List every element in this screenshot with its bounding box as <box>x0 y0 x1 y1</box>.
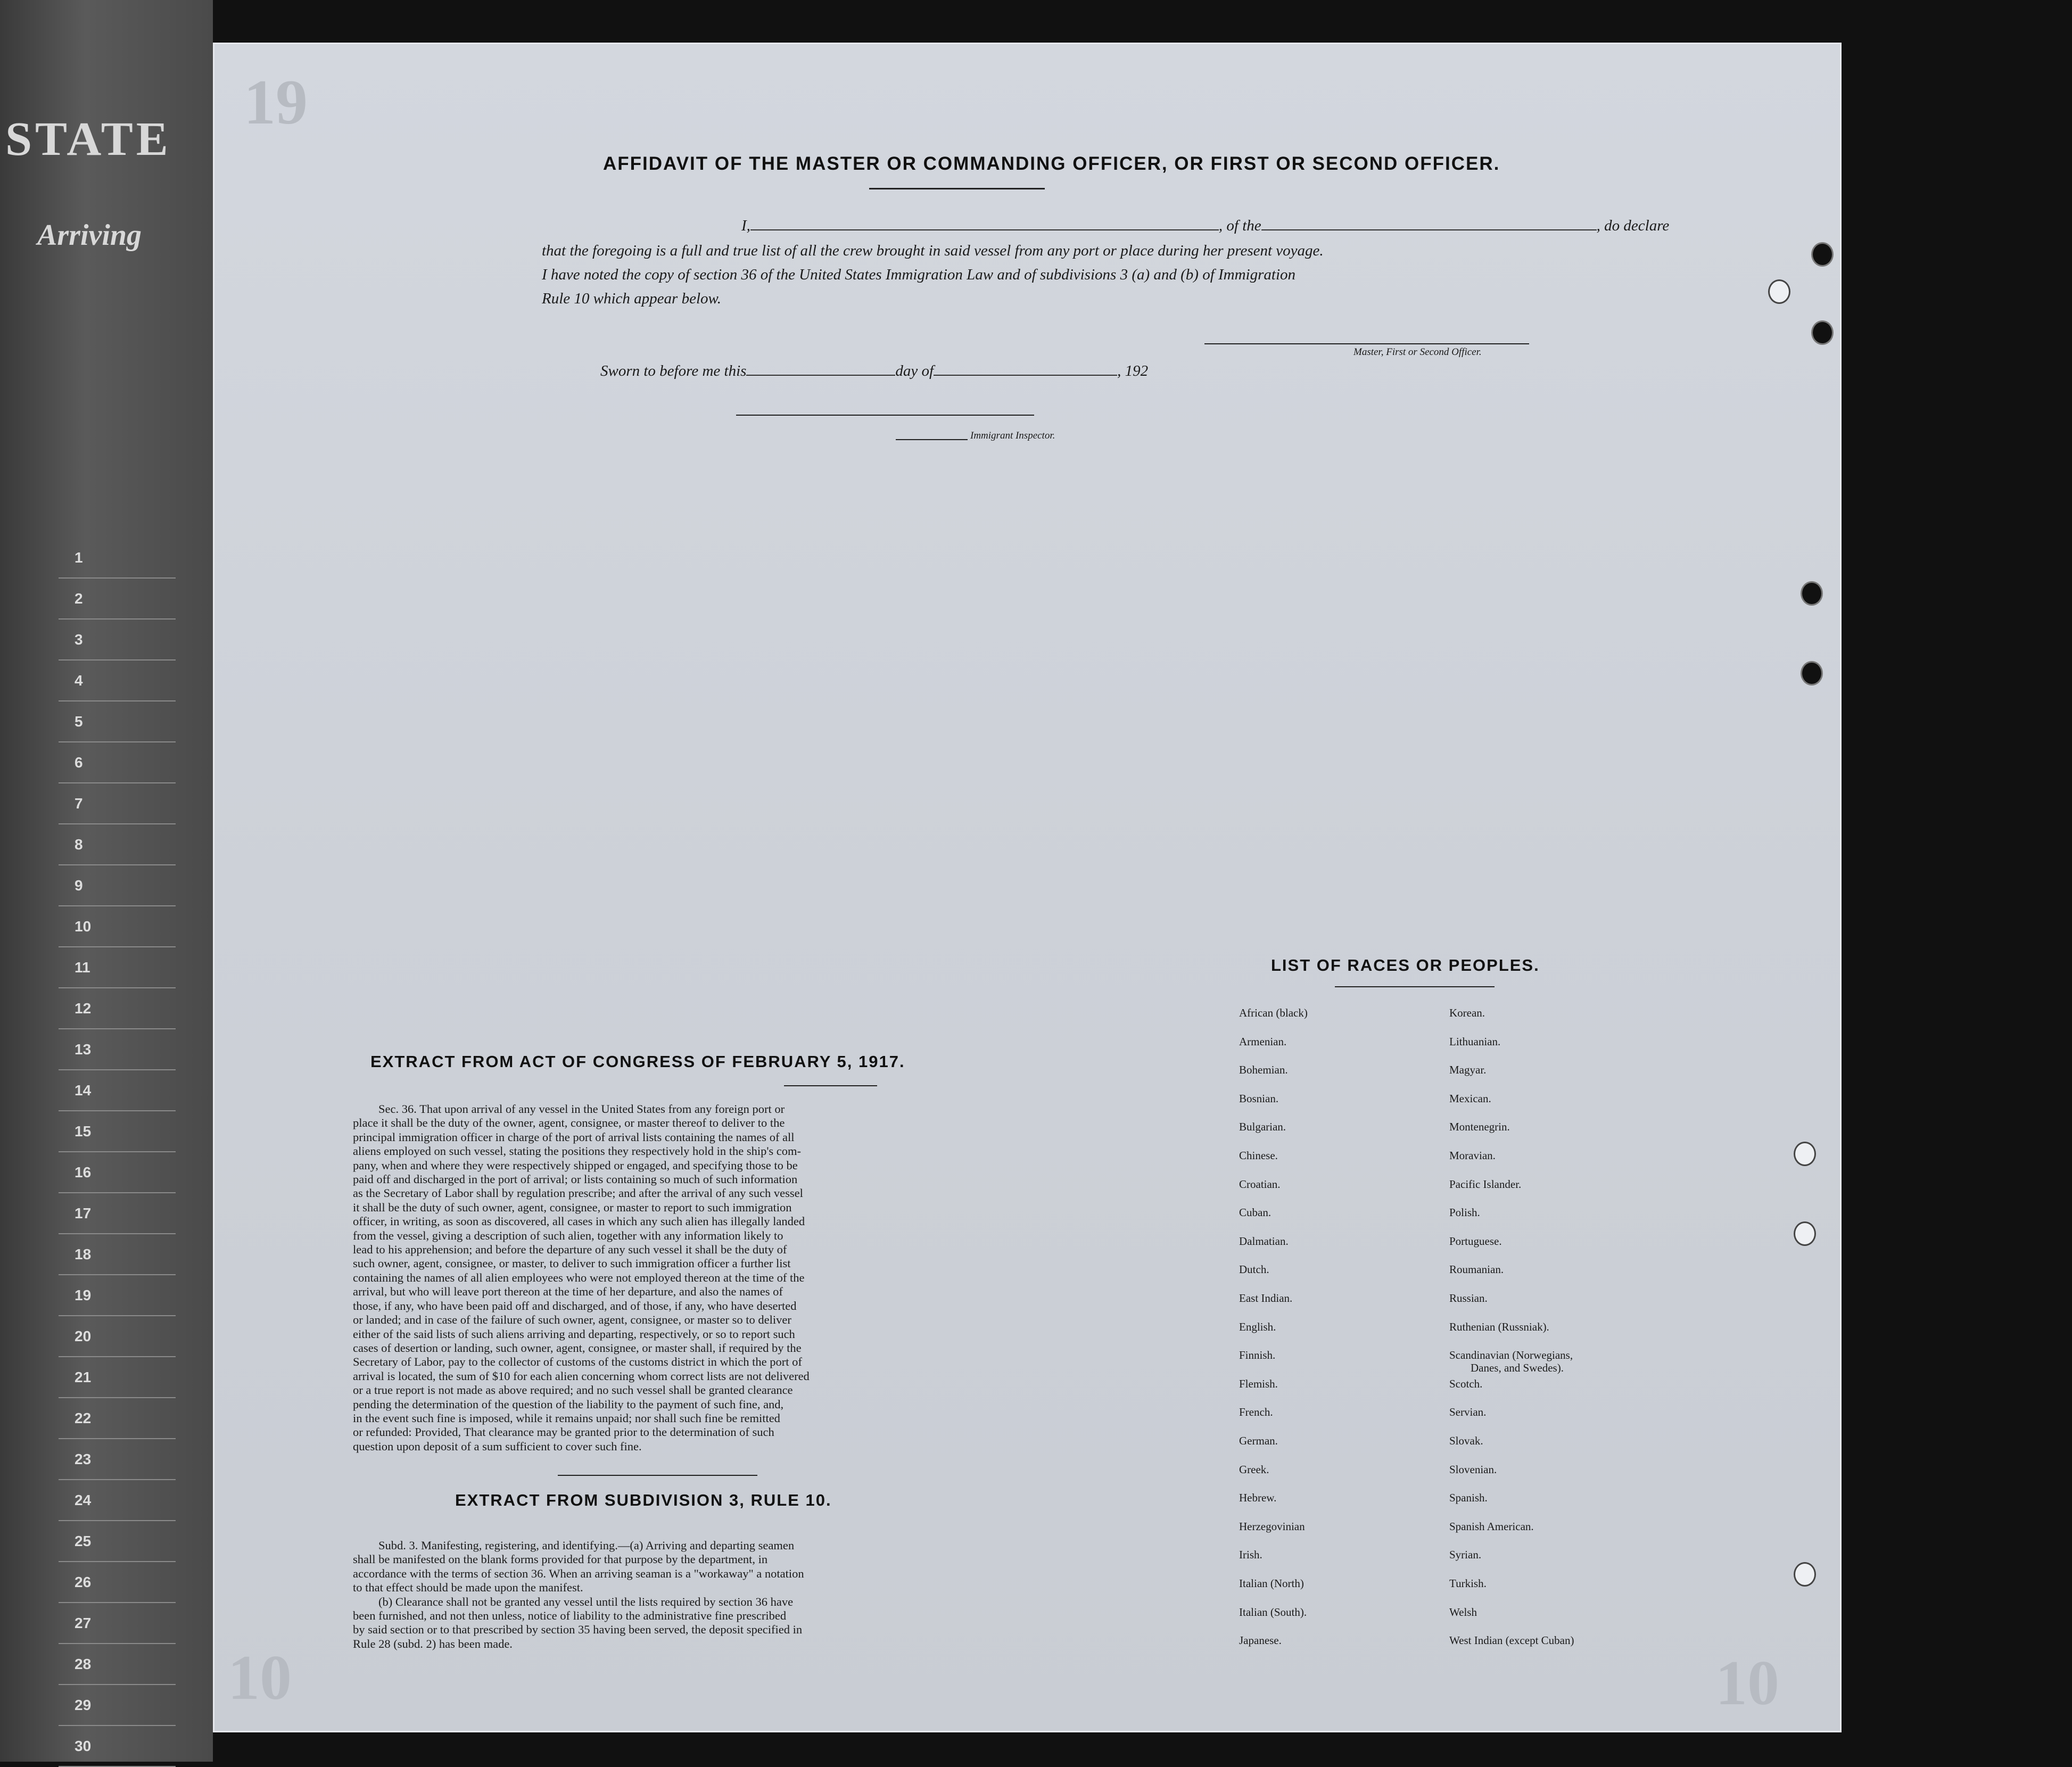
binder-hole <box>1801 661 1823 686</box>
affidavit-line-2: that the foregoing is a full and true list of all the crew brought in said vessel from any port or place during her present voyage. <box>542 242 1324 259</box>
race-item: Magyar. <box>1449 1063 1487 1077</box>
race-item: Spanish American. <box>1449 1520 1534 1533</box>
race-item: Servian. <box>1449 1406 1487 1419</box>
background-row-number: 13 <box>59 1029 176 1070</box>
background-row-number: 23 <box>59 1439 176 1480</box>
affidavit-of-the-label: , of the <box>1218 217 1261 234</box>
race-item: Danes, and Swedes). <box>1471 1361 1564 1375</box>
act-text-line: aliens employed on such vessel, stating the positions they respectively hold in the ship's com- <box>353 1144 802 1158</box>
background-row-number: 28 <box>59 1644 176 1685</box>
act-text-line: place it shall be the duty of the owner, agent, consignee, or master thereof to deliver to the <box>353 1116 785 1130</box>
race-item: English. <box>1239 1320 1276 1333</box>
inspector-label: Immigrant Inspector. <box>970 430 1055 441</box>
affidavit-declare-label: , do declare <box>1596 217 1670 234</box>
background-sheet-header: STATE <box>5 113 171 166</box>
binder-hole <box>1811 242 1834 267</box>
binder-hole <box>1794 1562 1816 1587</box>
sworn-day-blank[interactable] <box>746 374 895 376</box>
background-row-number: 20 <box>59 1316 176 1357</box>
vessel-blank[interactable] <box>1261 229 1597 230</box>
act-text-line: pany, when and where they were respectively shipped or engaged, and specifying those to be <box>353 1158 798 1172</box>
background-row-number: 5 <box>59 701 176 742</box>
background-row-number: 10 <box>59 906 176 947</box>
act-text-line: in the event such fine is imposed, while it remains unpaid; nor shall such fine be remitted <box>353 1411 780 1425</box>
binder-hole <box>1768 279 1790 304</box>
watermark-top-left: 19 <box>244 67 308 137</box>
sworn-year-label: , 192 <box>1117 362 1149 379</box>
rule-text-line: by said section or to that prescribed by section 35 having been served, the deposit specified in <box>353 1623 803 1637</box>
race-item: Hebrew. <box>1239 1491 1277 1505</box>
act-text-line: paid off and discharged in the port of arrival; or lists containing so much of such information <box>353 1173 798 1186</box>
background-sheet <box>0 0 213 1762</box>
background-row-number: 6 <box>59 742 176 783</box>
race-item: Chinese. <box>1239 1149 1278 1162</box>
race-item: Ruthenian (Russniak). <box>1449 1320 1549 1333</box>
race-item: Mexican. <box>1449 1092 1491 1105</box>
race-item: Greek. <box>1239 1463 1269 1476</box>
race-item: Moravian. <box>1449 1149 1496 1162</box>
act-text-line: or a true report is not made as above required; and no such vessel shall be granted clearance <box>353 1383 793 1397</box>
affidavit-line-4: Rule 10 which appear below. <box>542 290 721 307</box>
background-row-number: 4 <box>59 660 176 701</box>
race-item: Irish. <box>1239 1548 1262 1562</box>
act-text-line: such owner, agent, consignee, or master, to deliver to such immigration officer a further list <box>353 1257 791 1270</box>
background-row-number: 15 <box>59 1111 176 1152</box>
act-text-line: or refunded: Provided, That clearance may be granted prior to the determination of such <box>353 1425 774 1439</box>
act-text-line: arrival is located, the sum of $10 for each alien concerning whom correct lists are not delivered <box>353 1369 810 1383</box>
background-row-number: 17 <box>59 1193 176 1234</box>
background-row-number: 21 <box>59 1357 176 1398</box>
affidavit-title: AFFIDAVIT OF THE MASTER OR COMMANDING OFFICER, OR FIRST OR SECOND OFFICER. <box>603 153 1500 174</box>
background-row-number: 11 <box>59 947 176 988</box>
rule-text-line: (b) Clearance shall not be granted any vessel until the lists required by section 36 have <box>378 1595 794 1608</box>
race-item: French. <box>1239 1406 1273 1419</box>
act-text-line: Sec. 36. That upon arrival of any vessel in the United States from any foreign port or <box>378 1102 785 1116</box>
rule-text-line: been furnished, and not then unless, notice of liability to the administrative fine prescribed <box>353 1609 787 1623</box>
background-row-number: 2 <box>59 579 176 620</box>
race-item: Lithuanian. <box>1449 1035 1501 1048</box>
background-row-number: 8 <box>59 824 176 865</box>
background-row-number: 9 <box>59 865 176 906</box>
race-item: Pacific Islander. <box>1449 1177 1522 1191</box>
affidavit-i-label: I, <box>741 217 750 234</box>
rule-text-line: Subd. 3. Manifesting, registering, and identifying.—(a) Arriving and departing seamen <box>378 1539 795 1552</box>
race-item: Portuguese. <box>1449 1234 1502 1248</box>
race-item: Cuban. <box>1239 1206 1272 1219</box>
background-row-number: 1 <box>59 538 176 579</box>
background-row-number: 24 <box>59 1480 176 1521</box>
race-item: Bosnian. <box>1239 1092 1279 1105</box>
race-item: Spanish. <box>1449 1491 1488 1505</box>
act-text-line: officer, in writing, as soon as discovered, all cases in which any such alien has illegally landed <box>353 1215 805 1228</box>
rule-text-line: accordance with the terms of section 36. When an arriving seaman is a "workaway" a notation <box>353 1566 804 1580</box>
act-text-line: it shall be the duty of such owner, agent, consignee, or master to report to such immigration <box>353 1200 792 1214</box>
background-row-number: 27 <box>59 1603 176 1644</box>
race-item: Scotch. <box>1449 1377 1483 1390</box>
race-item: Dutch. <box>1239 1263 1269 1276</box>
race-item: Italian (South). <box>1239 1605 1307 1619</box>
act-text-line: question upon deposit of a sum sufficient to cover such fine. <box>353 1439 642 1453</box>
race-item: Polish. <box>1449 1206 1480 1219</box>
master-signature-line[interactable] <box>1204 343 1529 344</box>
binder-hole <box>1801 581 1823 606</box>
rule-text-line: to that effect should be made upon the manifest. <box>353 1581 583 1595</box>
act-text-line: containing the names of all alien employees who were not employed thereon at the time of the <box>353 1270 805 1284</box>
race-item: German. <box>1239 1434 1278 1447</box>
rule-text-line: Rule 28 (subd. 2) has been made. <box>353 1637 513 1650</box>
race-item: East Indian. <box>1239 1292 1293 1304</box>
race-item: Turkish. <box>1449 1577 1487 1590</box>
rule-text-line: shall be manifested on the blank forms provided for that purpose by the department, in <box>353 1553 768 1566</box>
background-row-number: 22 <box>59 1398 176 1439</box>
race-item: Russian. <box>1449 1292 1488 1304</box>
act-text-line: Secretary of Labor, pay to the collector of customs of the customs district in which the port of <box>353 1355 802 1369</box>
sworn-month-blank[interactable] <box>934 374 1117 376</box>
master-signature-label: Master, First or Second Officer. <box>1353 346 1482 358</box>
race-item: Montenegrin. <box>1449 1120 1510 1134</box>
sworn-day-label: day of <box>895 362 934 379</box>
background-row-number: 14 <box>59 1070 176 1111</box>
act-text-line: or landed; and in case of the failure of such owner, agent, consignee, or master so to deliver <box>353 1313 791 1327</box>
background-sheet-row-numbers <box>59 538 176 1767</box>
affidavit-page <box>213 43 1842 1732</box>
act-extract-title: EXTRACT FROM ACT OF CONGRESS OF FEBRUARY 5, 1917. <box>370 1052 905 1071</box>
act-text-line: from the vessel, giving a description of such alien, together with any information likely to <box>353 1228 783 1242</box>
race-item: African (black) <box>1239 1006 1308 1019</box>
binder-hole <box>1794 1221 1816 1246</box>
act-text-line: pending the determination of the question of the liability to the payment of such fine, and, <box>353 1397 784 1411</box>
background-row-number: 3 <box>59 620 176 660</box>
race-item: Flemish. <box>1239 1377 1278 1390</box>
race-item: Japanese. <box>1239 1634 1282 1647</box>
race-item: Roumanian. <box>1449 1263 1504 1276</box>
race-item: Finnish. <box>1239 1349 1276 1362</box>
rule-extract-title: EXTRACT FROM SUBDIVISION 3, RULE 10. <box>455 1491 832 1509</box>
race-item: West Indian (except Cuban) <box>1449 1634 1574 1647</box>
background-sheet-arriving: Arriving <box>37 219 142 252</box>
race-item: Armenian. <box>1239 1035 1287 1048</box>
race-item: Korean. <box>1449 1006 1485 1019</box>
watermark-bottom-left: 10 <box>228 1642 292 1713</box>
name-blank[interactable] <box>750 229 1219 230</box>
background-row-number: 25 <box>59 1521 176 1562</box>
act-text-line: cases of desertion or landing, such owner, agent, consignee, or master shall, if required by the <box>353 1341 802 1355</box>
race-item: Dalmatian. <box>1239 1234 1289 1248</box>
act-text-line: as the Secretary of Labor shall by regulation prescribe; and after the arrival of any such vessel <box>353 1186 803 1200</box>
affidavit-title-rule <box>869 188 1045 189</box>
act-text-line: arrival, but who will leave port thereon at the time of her departure, and also the names of <box>353 1285 783 1299</box>
race-item: Slovak. <box>1449 1434 1483 1447</box>
background-row-number: 7 <box>59 783 176 824</box>
race-item: Bulgarian. <box>1239 1120 1286 1134</box>
act-text-line: either of the said lists of such aliens arriving and departing, respectively, or so to report such <box>353 1327 795 1341</box>
act-extract-text <box>353 1102 960 1454</box>
act-text-line: those, if any, who have been paid off and discharged, and of those, if any, who have deserted <box>353 1299 797 1312</box>
rule-extract-top-rule <box>558 1475 757 1476</box>
race-item: Welsh <box>1449 1605 1477 1619</box>
affidavit-line-3: I have noted the copy of section 36 of the United States Immigration Law and of subdivisions 3 (a) and (b) of Immigration <box>542 266 1296 283</box>
race-item: Slovenian. <box>1449 1463 1497 1476</box>
background-row-number: 18 <box>59 1234 176 1275</box>
inspector-short-line <box>896 439 968 440</box>
sworn-line <box>600 362 1148 380</box>
races-title: LIST OF RACES OR PEOPLES. <box>1271 956 1540 975</box>
background-row-number: 16 <box>59 1152 176 1193</box>
race-item: Croatian. <box>1239 1177 1281 1191</box>
background-row-number: 26 <box>59 1562 176 1603</box>
watermark-bottom-right: 10 <box>1715 1647 1779 1718</box>
binder-hole <box>1794 1142 1816 1166</box>
background-row-number: 29 <box>59 1685 176 1726</box>
race-item: Bohemian. <box>1239 1063 1288 1077</box>
rule-extract-text <box>353 1539 960 1651</box>
affidavit-line-1 <box>741 217 1669 235</box>
background-row-number: 12 <box>59 988 176 1029</box>
background-row-number: 19 <box>59 1275 176 1316</box>
act-text-line: principal immigration officer in charge of the port of arrival lists containing the names of all <box>353 1130 795 1144</box>
race-item: Italian (North) <box>1239 1577 1304 1590</box>
background-row-number: 30 <box>59 1726 176 1767</box>
race-item: Herzegovinian <box>1239 1520 1305 1533</box>
races-title-rule <box>1335 986 1495 987</box>
inspector-signature-line[interactable] <box>736 415 1034 416</box>
sworn-prefix: Sworn to before me this <box>600 362 747 379</box>
binder-hole <box>1811 320 1834 345</box>
act-extract-title-rule <box>784 1085 877 1086</box>
race-item: Syrian. <box>1449 1548 1482 1562</box>
act-text-line: lead to his apprehension; and before the departure of any such vessel it shall be the duty of <box>353 1243 787 1257</box>
race-item: Scandinavian (Norwegians, <box>1449 1349 1573 1362</box>
